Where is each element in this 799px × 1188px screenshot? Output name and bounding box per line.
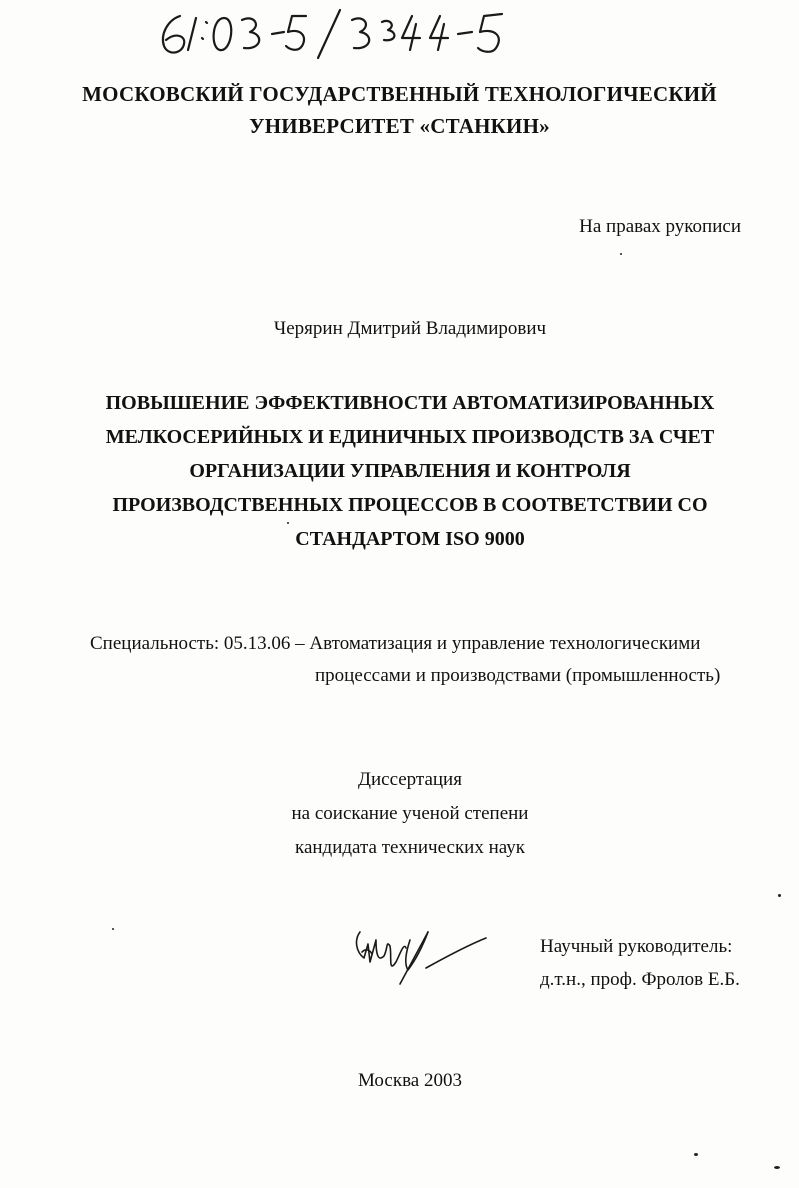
specialty-block xyxy=(90,628,721,686)
university-name-line-2: УНИВЕРСИТЕТ «СТАНКИН» xyxy=(249,114,550,138)
university-name xyxy=(0,78,799,142)
scan-speck xyxy=(287,522,289,524)
title-line: СТАНДАРТОМ ISO 9000 xyxy=(295,528,525,550)
city-and-year: Москва 2003 xyxy=(358,1070,462,1091)
degree-line: кандидата технических наук xyxy=(295,837,525,858)
author-name: Черярин Дмитрий Владимирович xyxy=(273,318,547,339)
scan-speck xyxy=(774,1166,780,1169)
scan-speck xyxy=(112,928,114,930)
handwritten-archive-code xyxy=(150,4,520,64)
scan-speck xyxy=(620,253,622,255)
degree-line: на соискание ученой степени xyxy=(291,803,529,824)
title-line: ПРОИЗВОДСТВЕННЫХ ПРОЦЕССОВ В СООТВЕТСТВИИ СО xyxy=(112,494,708,516)
degree-block xyxy=(0,763,799,865)
manuscript-rights-note: На правах рукописи xyxy=(579,216,741,237)
scan-speck xyxy=(778,894,781,897)
supervisor-label: Научный руководитель: xyxy=(540,936,733,957)
signature-icon xyxy=(348,918,493,998)
title-line: ПОВЫШЕНИЕ ЭФФЕКТИВНОСТИ АВТОМАТИЗИРОВАННЫХ xyxy=(105,392,715,414)
dissertation-title xyxy=(0,386,799,556)
supervisor-block xyxy=(540,930,740,996)
handwritten-signature xyxy=(348,918,493,998)
title-line: МЕЛКОСЕРИЙНЫХ И ЕДИНИЧНЫХ ПРОИЗВОДСТВ ЗА СЧЕТ xyxy=(105,426,715,448)
archive-code-handwriting xyxy=(150,4,520,64)
specialty-line-2: процессами и производствами (промышленность) xyxy=(315,665,721,686)
degree-line: Диссертация xyxy=(358,769,462,790)
specialty-line-1: Специальность: 05.13.06 – Автоматизация и управление технологическими xyxy=(90,633,701,654)
supervisor-name: д.т.н., проф. Фролов Е.Б. xyxy=(540,969,740,990)
title-line: ОРГАНИЗАЦИИ УПРАВЛЕНИЯ И КОНТРОЛЯ xyxy=(189,460,631,482)
scan-speck xyxy=(694,1153,698,1156)
university-name-line-1: МОСКОВСКИЙ ГОСУДАРСТВЕННЫЙ ТЕХНОЛОГИЧЕСКИЙ xyxy=(82,82,717,106)
